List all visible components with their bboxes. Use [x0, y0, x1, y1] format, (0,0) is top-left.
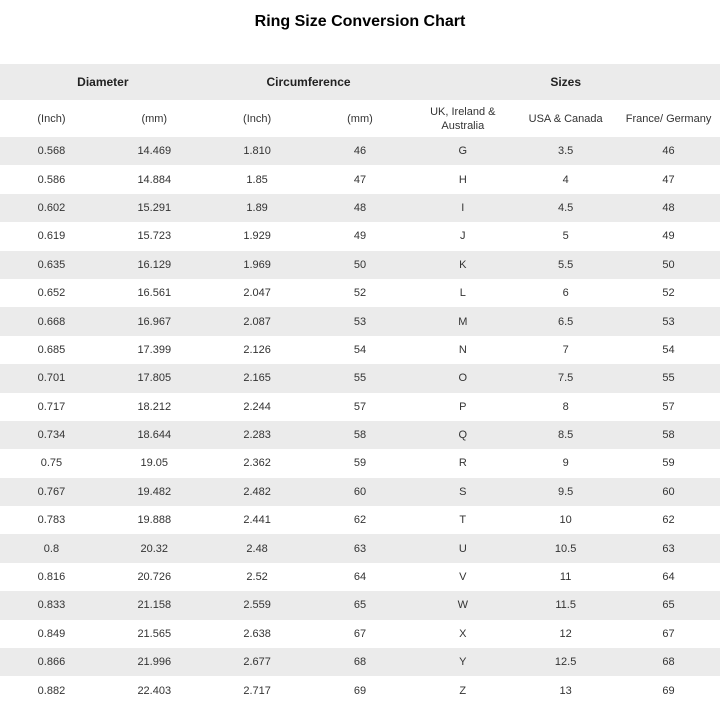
- table-cell: 13: [559, 684, 572, 697]
- table-row: [0, 563, 720, 591]
- table-cell: 53: [662, 315, 675, 328]
- ring-size-conversion-table: [0, 64, 720, 705]
- column-group-circumference: Circumference: [206, 64, 412, 100]
- table-cell: 65: [353, 599, 367, 612]
- table-cell: 0.619: [37, 230, 66, 243]
- table-cell: 17.805: [137, 372, 172, 385]
- table-cell: 62: [353, 514, 367, 527]
- table-cell: 15.291: [137, 201, 172, 214]
- table-cell: 54: [662, 343, 675, 356]
- table-cell: 64: [353, 571, 367, 584]
- table-cell: 17.399: [137, 343, 172, 356]
- table-cell: 6: [562, 287, 569, 300]
- table-cell: 0.701: [37, 372, 66, 385]
- table-row: [0, 364, 720, 392]
- table-row: [0, 393, 720, 421]
- table-cell: 3.5: [557, 145, 574, 158]
- table-cell: 46: [353, 145, 367, 158]
- column-group-row: [0, 64, 720, 100]
- table-row: [0, 279, 720, 307]
- table-cell: 7: [562, 343, 569, 356]
- table-cell: 50: [353, 258, 367, 271]
- table-cell: 2.087: [243, 315, 271, 328]
- table-cell: 54: [353, 343, 367, 356]
- table-cell: V: [459, 571, 467, 584]
- table-cell: 1.85: [246, 173, 268, 186]
- table-cell: U: [458, 542, 467, 555]
- table-cell: 68: [662, 656, 675, 669]
- table-cell: 0.849: [37, 627, 66, 640]
- table-cell: M: [458, 315, 468, 328]
- table-cell: 2.482: [243, 485, 271, 498]
- table-cell: 58: [353, 429, 367, 442]
- table-cell: 21.996: [137, 656, 172, 669]
- table-cell: 63: [662, 542, 675, 555]
- table-cell: H: [458, 173, 467, 186]
- table-cell: 10: [559, 514, 572, 527]
- column-header-france-germany: France/ Germany: [617, 100, 720, 137]
- table-cell: Y: [459, 656, 467, 669]
- column-group-diameter: Diameter: [0, 64, 206, 100]
- column-header-uk-ireland-australia: UK, Ireland & Australia: [411, 100, 514, 137]
- table-cell: 0.866: [37, 656, 66, 669]
- table-cell: S: [459, 485, 467, 498]
- table-cell: 50: [662, 258, 675, 271]
- table-row: [0, 648, 720, 676]
- table-cell: 14.469: [137, 145, 172, 158]
- table-cell: 14.884: [137, 173, 172, 186]
- table-cell: 20.726: [137, 571, 172, 584]
- column-header-circumference-inch: (Inch): [206, 100, 309, 137]
- table-cell: 67: [662, 627, 675, 640]
- table-cell: 53: [353, 315, 367, 328]
- table-cell: 18.644: [137, 429, 172, 442]
- table-row: [0, 251, 720, 279]
- table-cell: 11.5: [555, 599, 576, 612]
- table-cell: 0.668: [37, 315, 66, 328]
- table-cell: 0.816: [37, 571, 66, 584]
- table-row: [0, 336, 720, 364]
- table-cell: 2.126: [243, 343, 271, 356]
- table-cell: 0.8: [43, 542, 60, 555]
- table-cell: 16.561: [137, 287, 172, 300]
- table-cell: 60: [353, 485, 367, 498]
- column-header-row: [0, 100, 720, 137]
- table-cell: 60: [662, 485, 675, 498]
- table-cell: 69: [353, 684, 367, 697]
- table-row: [0, 620, 720, 648]
- table-cell: 0.568: [37, 145, 66, 158]
- table-cell: 0.685: [37, 343, 66, 356]
- table-row: [0, 194, 720, 222]
- table-cell: X: [459, 627, 467, 640]
- table-cell: 5.5: [557, 258, 574, 271]
- table-cell: 19.482: [137, 485, 172, 498]
- table-cell: 16.129: [137, 258, 172, 271]
- table-cell: G: [458, 145, 468, 158]
- table-cell: Z: [459, 684, 467, 697]
- table-cell: 0.717: [37, 400, 66, 413]
- table-cell: P: [459, 400, 467, 413]
- column-header-circumference-mm: (mm): [309, 100, 412, 137]
- table-cell: 0.783: [37, 514, 66, 527]
- table-cell: 2.717: [243, 684, 271, 697]
- table-cell: 49: [353, 230, 367, 243]
- table-cell: I: [461, 201, 465, 214]
- table-cell: 10.5: [554, 542, 577, 555]
- table-cell: 67: [353, 627, 367, 640]
- table-cell: 49: [662, 230, 675, 243]
- table-cell: 0.75: [40, 457, 63, 470]
- table-cell: 22.403: [137, 684, 172, 697]
- table-cell: 47: [353, 173, 367, 186]
- table-cell: 12: [559, 627, 572, 640]
- table-row: [0, 534, 720, 562]
- table-cell: 2.165: [243, 372, 271, 385]
- table-header: [0, 64, 720, 137]
- table-cell: 47: [662, 173, 675, 186]
- table-cell: 2.52: [246, 571, 268, 584]
- table-cell: 4.5: [557, 201, 574, 214]
- table-cell: 65: [662, 599, 675, 612]
- table-cell: R: [458, 457, 467, 470]
- table-cell: W: [457, 599, 468, 612]
- table-cell: 0.586: [37, 173, 66, 186]
- table-cell: 1.969: [243, 258, 271, 271]
- table-cell: 9.5: [557, 485, 574, 498]
- table-cell: 0.734: [37, 429, 66, 442]
- table-cell: 18.212: [137, 400, 172, 413]
- table-cell: 8.5: [557, 429, 574, 442]
- table-cell: 57: [353, 400, 367, 413]
- table-cell: 62: [662, 514, 675, 527]
- table-cell: 0.882: [37, 684, 66, 697]
- table-cell: 2.677: [243, 656, 271, 669]
- table-cell: Q: [458, 429, 468, 442]
- table-cell: 69: [662, 684, 675, 697]
- table-cell: 11: [559, 571, 572, 584]
- table-cell: 59: [662, 457, 675, 470]
- table-cell: 63: [353, 542, 367, 555]
- table-cell: 52: [353, 287, 367, 300]
- table-cell: 2.48: [246, 542, 268, 555]
- table-cell: 2.441: [243, 514, 271, 527]
- table-cell: 59: [353, 457, 367, 470]
- table-cell: K: [459, 258, 467, 271]
- table-cell: 68: [353, 656, 367, 669]
- table-cell: N: [458, 343, 467, 356]
- column-header-diameter-mm: (mm): [103, 100, 206, 137]
- page-title: Ring Size Conversion Chart: [254, 13, 466, 30]
- table-row: [0, 421, 720, 449]
- table-cell: 0.635: [37, 258, 66, 271]
- table-body: [0, 137, 720, 705]
- table-cell: J: [460, 230, 466, 243]
- table-cell: 19.05: [140, 457, 169, 470]
- table-cell: 55: [662, 372, 675, 385]
- table-cell: 2.362: [243, 457, 271, 470]
- table-cell: 9: [562, 457, 569, 470]
- table-cell: 20.32: [140, 542, 169, 555]
- table-cell: 46: [662, 145, 675, 158]
- table-cell: 2.638: [243, 627, 271, 640]
- table-cell: 58: [662, 429, 675, 442]
- table-cell: 48: [662, 201, 675, 214]
- table-cell: 7.5: [557, 372, 574, 385]
- table-cell: 55: [353, 372, 367, 385]
- table-cell: 16.967: [137, 315, 172, 328]
- table-cell: 0.767: [37, 485, 66, 498]
- column-header-usa-canada: USA & Canada: [514, 100, 617, 137]
- table-row: [0, 676, 720, 704]
- table-cell: T: [459, 514, 467, 527]
- table-row: [0, 137, 720, 165]
- table-cell: 52: [662, 287, 675, 300]
- table-row: [0, 478, 720, 506]
- table-cell: 2.283: [243, 429, 271, 442]
- table-row: [0, 222, 720, 250]
- table-row: [0, 591, 720, 619]
- table-cell: 64: [662, 571, 675, 584]
- table-cell: 1.89: [246, 201, 268, 214]
- table-cell: 4: [562, 173, 569, 186]
- table-cell: 0.833: [37, 599, 66, 612]
- table-cell: 12.5: [554, 656, 577, 669]
- table-cell: 21.565: [137, 627, 172, 640]
- table-cell: 21.158: [137, 599, 172, 612]
- table-row: [0, 307, 720, 335]
- table-cell: 57: [662, 400, 675, 413]
- table-cell: 48: [353, 201, 367, 214]
- table-row: [0, 449, 720, 477]
- table-cell: 2.559: [243, 599, 271, 612]
- table-cell: 19.888: [137, 514, 172, 527]
- table-row: [0, 165, 720, 193]
- table-cell: 6.5: [557, 315, 574, 328]
- table-cell: 5: [562, 230, 569, 243]
- table-cell: O: [458, 372, 468, 385]
- table-cell: 1.810: [243, 145, 271, 158]
- table-cell: 8: [562, 400, 569, 413]
- column-group-sizes: Sizes: [411, 64, 720, 100]
- table-cell: 2.244: [243, 400, 271, 413]
- table-cell: 2.047: [243, 287, 271, 300]
- table-cell: 0.602: [37, 201, 66, 214]
- table-cell: 0.652: [37, 287, 66, 300]
- table-cell: L: [459, 287, 466, 300]
- table-row: [0, 506, 720, 534]
- table-cell: 1.929: [243, 230, 271, 243]
- table-cell: 15.723: [137, 230, 172, 243]
- column-header-diameter-inch: (Inch): [0, 100, 103, 137]
